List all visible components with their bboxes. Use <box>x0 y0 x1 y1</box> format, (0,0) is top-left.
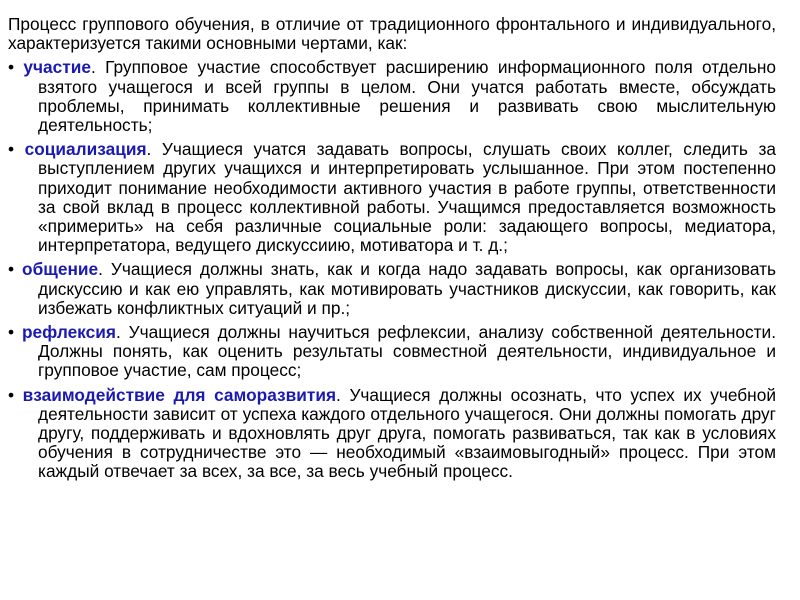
intro-paragraph: Процесс группового обучения, в отличие от традиционного фронтального и индивидуального, характеризуется такими основными чертами, как: <box>8 14 776 54</box>
bullet-term: взаимодействие для саморазвития <box>22 384 337 405</box>
bullet-marker: • <box>8 259 15 280</box>
bullet-item-communication <box>8 260 776 318</box>
bullet-marker: • <box>8 139 15 160</box>
bullet-marker: • <box>8 384 15 405</box>
bullet-text: . Учащиеся учатся задавать вопросы, слушать своих коллег, следить за выступлением других учащихся и интерпретировать услышанное. При этом постепенно приходит понимание необходимости активного участия в работе группы, ответственности за свой вклад в процесс коллективной работы. Учащимся предоставляется возможность «примерить» на себя различные социальные роли: задающего вопросы, медиатора, интерпретатора, ведущего дискуссиию, мотиватора и т. д.; <box>38 139 776 256</box>
bullet-text: . Групповое участие способствует расширению информационного поля отдельно взятого учащегося и всей группы в целом. Они учатся работать вместе, обсуждать проблемы, принимать коллективные решения и развивать свою мыслительную деятельность; <box>38 57 776 136</box>
bullet-term: участие <box>23 57 91 78</box>
bullet-item-reflection <box>8 323 776 381</box>
bullet-item-socialization <box>8 140 776 255</box>
bullet-text: . Учащиеся должны научиться рефлексии, анализу собственной деятельности. Должны понять, как оценить результаты совместной деятельности, индивидуальное и групповое участие, сам процесс; <box>38 322 776 381</box>
bullet-marker: • <box>8 57 15 78</box>
bullet-term: рефлексия <box>21 322 116 343</box>
bullet-item-participation <box>8 58 776 135</box>
bullet-text: . Учащиеся должны знать, как и когда надо задавать вопросы, как организовать дискуссию и как ею управлять, как мотивировать участников дискуссии, как говорить, как избежать конфликтных ситуаций и пр.; <box>38 259 776 318</box>
bullet-term: общение <box>22 259 99 280</box>
bullet-text: . Учащиеся должны осознать, что успех их учебной деятельности зависит от успеха каждого отдельного учащегося. Они должны помогать друг другу, поддерживать и вдохновлять друг друга, помогать развиваться, так как в условиях обучения в сотрудничестве это — необходимый «взаимовыгодный» процесс. При этом каждый отвечает за всех, за все, за весь учебный процесс. <box>38 384 776 482</box>
bullet-marker: • <box>8 322 15 343</box>
bullet-term: социализация <box>24 139 147 160</box>
bullet-item-interaction <box>8 386 776 482</box>
